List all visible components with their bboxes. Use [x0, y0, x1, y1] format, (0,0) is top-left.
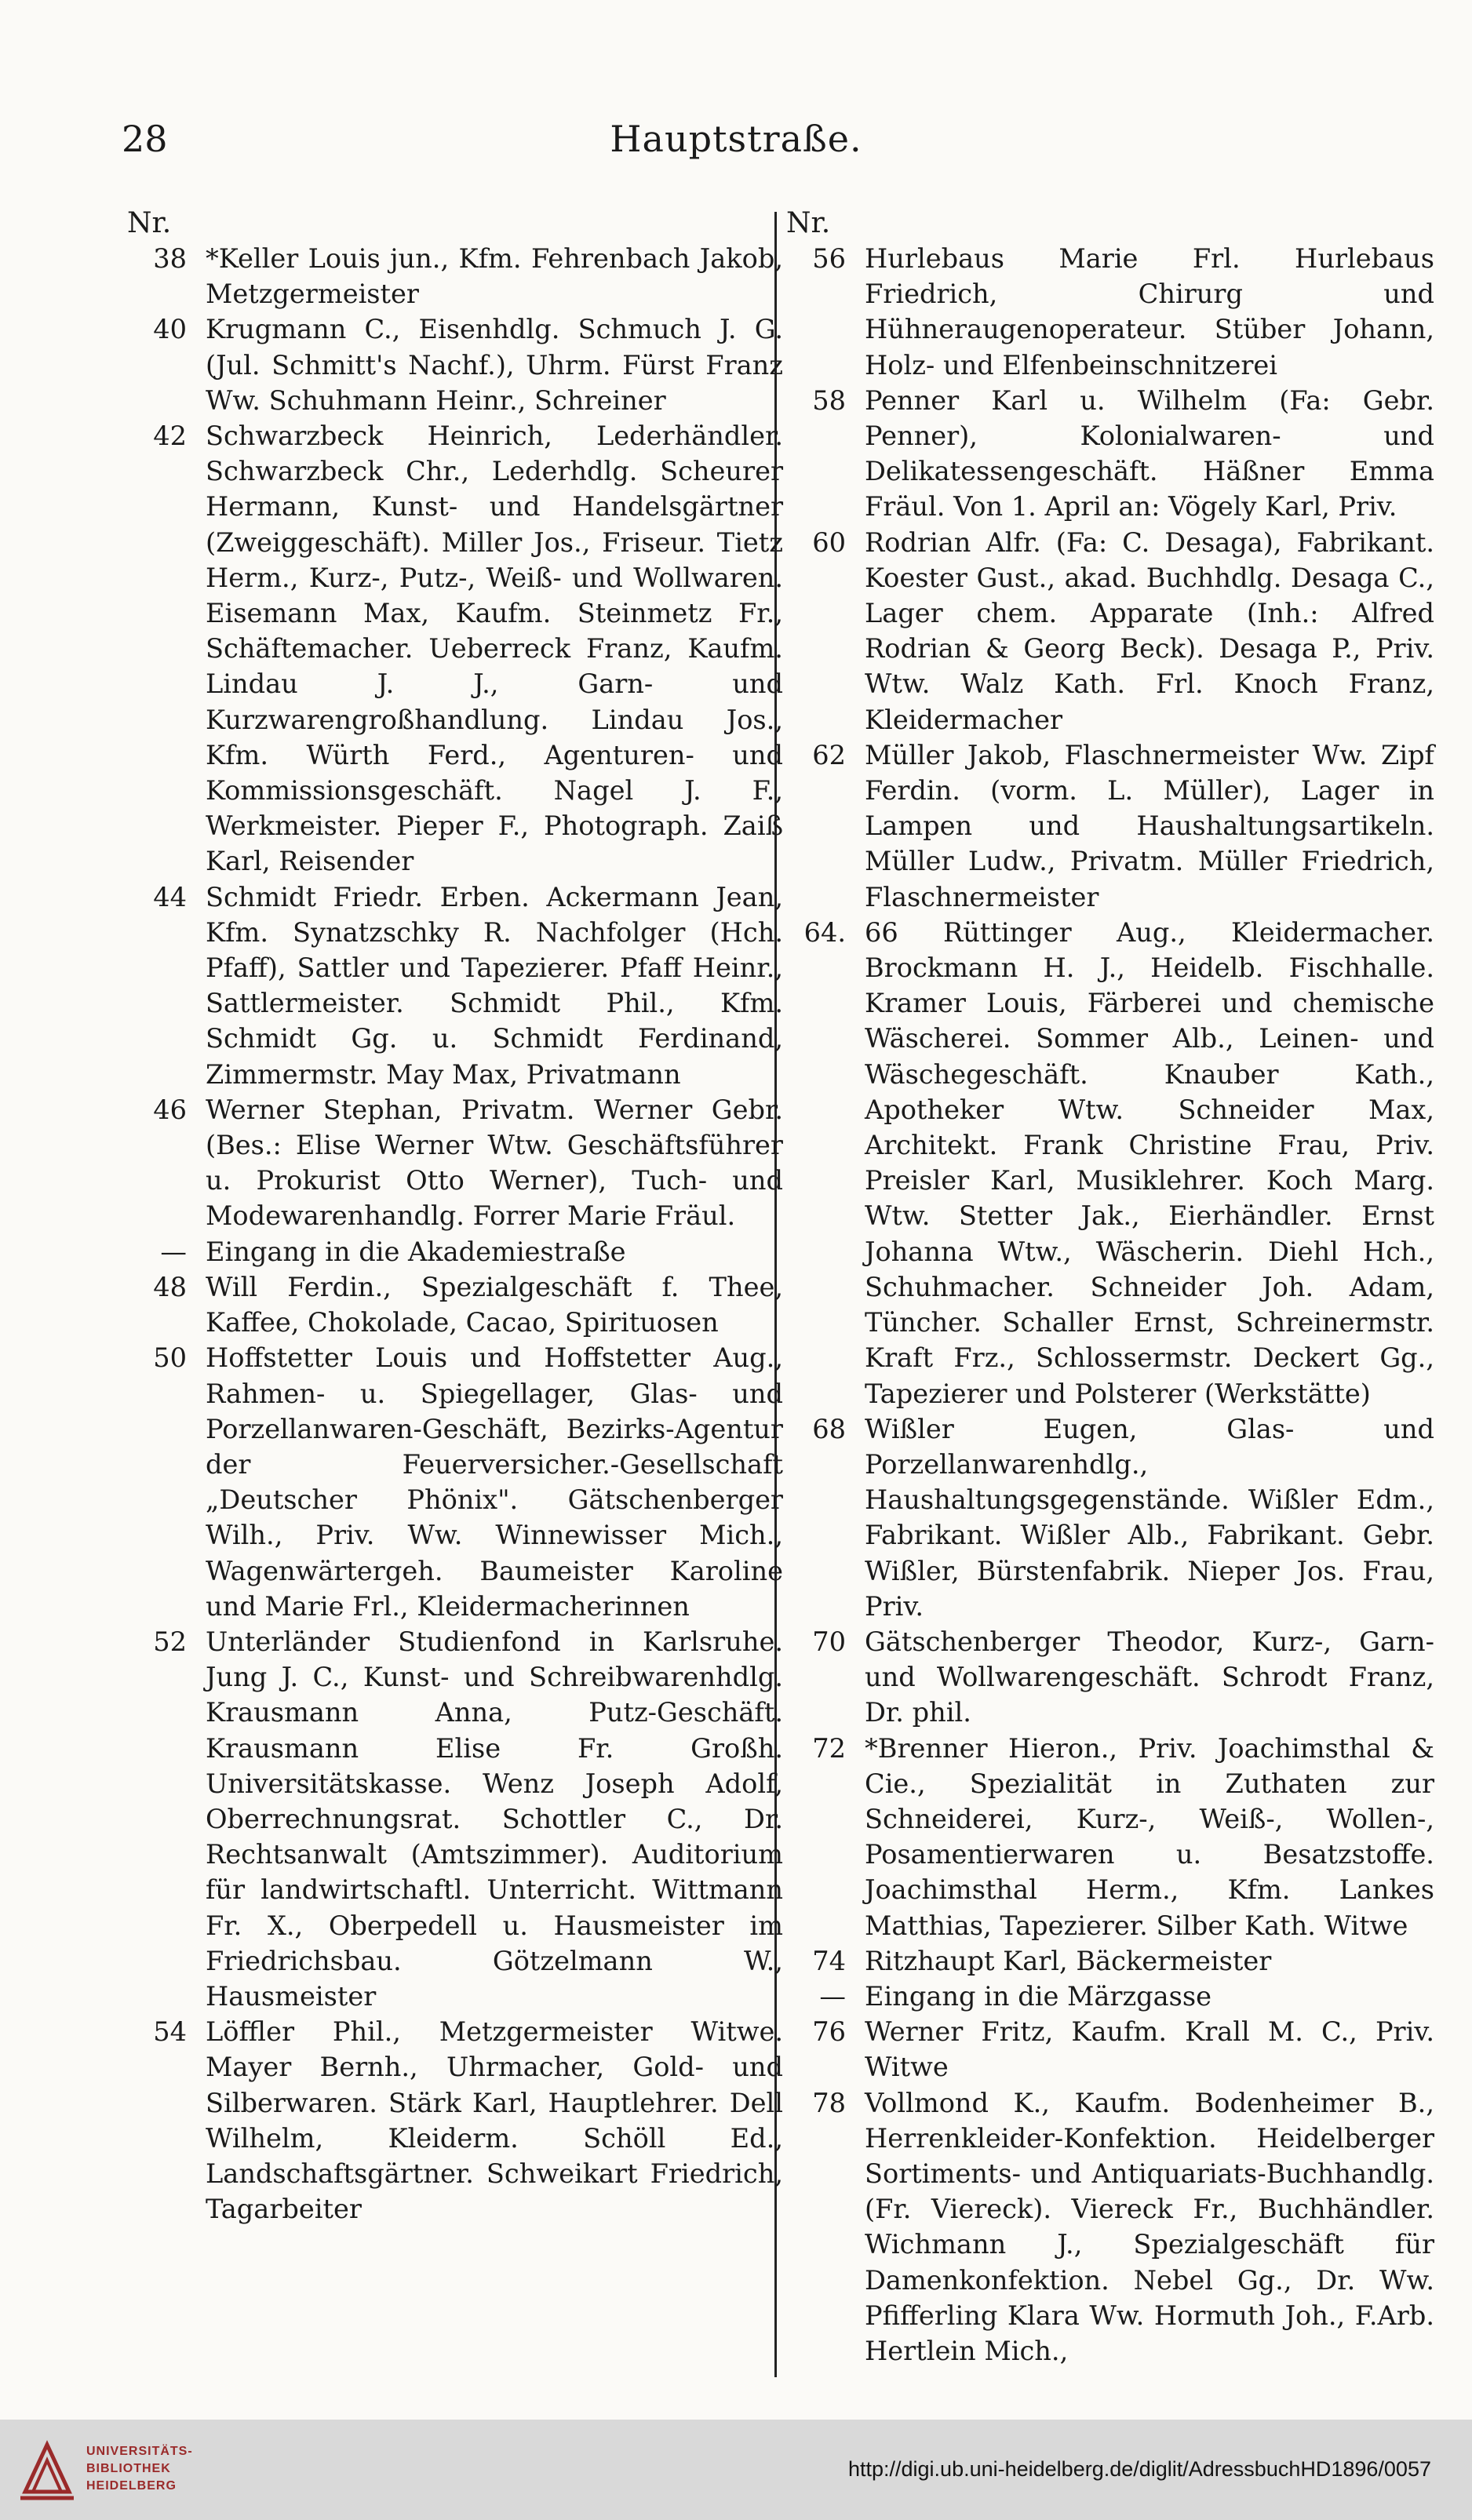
house-number: 70: [812, 1626, 846, 1657]
house-number: 72: [812, 1732, 846, 1764]
house-number: —: [160, 1236, 187, 1267]
resident-listing: Werner Fritz, Kaufm. Krall M. C., Priv. Witwe: [865, 2016, 1434, 2083]
viewer-footer: [0, 2420, 1472, 2520]
resident-listing: Rodrian Alfr. (Fa: C. Desaga), Fabrikant. Koester Gust., akad. Buchhdlg. Desaga C., Lager chem. Apparate (Inh.: Alfred Rodrian & Georg Beck). Desaga P., Priv. Wtw. Walz Kath. Frl. Knoch Franz, Kleidermacher: [865, 526, 1434, 735]
left-entry-list: [124, 241, 783, 2227]
directory-entry: [783, 1624, 1434, 1731]
page-number: 28: [122, 118, 168, 160]
resident-listing: Schwarzbeck Heinrich, Lederhändler. Schwarzbeck Chr., Lederhdlg. Scheurer Hermann, Kunst- und Handelsgärtner (Zweiggeschäft). Miller Jos., Friseur. Tietz Herm., Kurz-, Putz-, Weiß- und Wollwaren. Eisemann Max, Kaufm. Steinmetz Fr., Schäftemacher. Ueberreck Franz, Kaufm. Lindau J. J., Garn- und Kurzwarengroßhandlung. Lindau Jos., Kfm. Würth Ferd., Agenturen- und Kommissionsgeschäft. Nagel J. F., Werkmeister. Pieper F., Photograph. Zaiß Karl, Reisender: [206, 421, 783, 877]
resident-listing: Gätschenberger Theodor, Kurz-, Garn- und Wollwarengeschäft. Schrodt Franz, Dr. phil.: [865, 1626, 1434, 1728]
house-number: 40: [153, 314, 187, 345]
resident-listing: 66 Rüttinger Aug., Kleidermacher. Brockmann H. J., Heidelb. Fischhalle. Kramer Louis, Färberei und chemische Wäscherei. Sommer Alb., Leinen- und Wäschegeschäft. Knauber Kath., Apotheker Wtw. Schneider Max, Architekt. Frank Christine Frau, Priv. Preisler Karl, Musiklehrer. Koch Marg. Wtw. Stetter Jak., Eierhändler. Ernst Johanna Wtw., Wäscherin. Diehl Hch., Schuhmacher. Schneider Joh. Adam, Tüncher. Schaller Ernst, Schreinermstr. Kraft Frz., Schlossermstr. Deckert Gg., Tapezierer und Polsterer (Werkstätte): [865, 916, 1434, 1409]
resident-listing: Vollmond K., Kaufm. Bodenheimer B., Herrenkleider-Konfektion. Heidelberger Sortiments- und Antiquariats-Buchhandlg. (Fr. Viereck). Viereck Fr., Buchhändler. Wichmann J., Spezialgeschäft für Damenkonfektion. Nebel Gg., Dr. Ww. Pfifferling Klara Ww. Hormuth Joh., F.Arb. Hertlein Mich.,: [865, 2087, 1434, 2366]
column-heading-right: Nr.: [786, 207, 831, 239]
house-number: 50: [153, 1342, 187, 1374]
resident-listing: Schmidt Friedr. Erben. Ackermann Jean, Kfm. Synatzschky R. Nachfolger (Hch. Pfaff), Sattler und Tapezierer. Pfaff Heinr., Sattlermeister. Schmidt Phil., Kfm. Schmidt Gg. u. Schmidt Ferdinand, Zimmermstr. May Max, Privatmann: [206, 881, 783, 1090]
house-number: —: [819, 1980, 846, 2012]
running-head: [118, 118, 1354, 173]
resident-listing: Hoffstetter Louis und Hoffstetter Aug., Rahmen- u. Spiegellager, Glas- und Porzellanwaren-Geschäft, Bezirks-Agentur der Feuerversicher.-Gesellschaft „Deutscher Phönix". Gätschenberger Wilh., Priv. Ww. Winnewisser Mich., Wagenwärtergeh. Baumeister Karoline und Marie Frl., Kleidermacherinnen: [206, 1342, 783, 1622]
page-title: Hauptstraße.: [610, 118, 862, 160]
resident-listing: Ritzhaupt Karl, Bäckermeister: [865, 1945, 1272, 1976]
logo-line: HEIDELBERG: [86, 2479, 177, 2493]
resident-listing: Unterländer Studienfond in Karlsruhe. Jung J. C., Kunst- und Schreibwarenhdlg. Krausmann Anna, Putz-Geschäft. Krausmann Elise Fr. Großh. Universitätskasse. Wenz Joseph Adolf, Oberrechnungsrat. Schottler C., Dr. Rechtsanwalt (Amtszimmer). Auditorium für landwirtschaftl. Unterricht. Wittmann Fr. X., Oberpedell u. Hausmeister im Friedrichsbau. Götzelmann W., Hausmeister: [206, 1626, 783, 2012]
directory-entry: [783, 1943, 1434, 1979]
house-number: 68: [812, 1413, 846, 1444]
directory-entry: [783, 737, 1434, 915]
house-number: 44: [153, 881, 187, 912]
logo-line: BIBLIOTHEK: [86, 2462, 171, 2475]
directory-entry: [124, 2014, 783, 2227]
directory-entry: [124, 1269, 783, 1340]
directory-entry: [783, 241, 1434, 383]
column-heading-left: Nr.: [127, 207, 172, 239]
house-number: 46: [153, 1094, 187, 1125]
right-column: [783, 206, 1434, 2369]
resident-listing: Wißler Eugen, Glas- und Porzellanwarenhdlg., Haushaltungsgegenstände. Wißler Edm., Fabrikant. Wißler Alb., Fabrikant. Gebr. Wißler, Bürstenfabrik. Nieper Jos. Frau, Priv.: [865, 1413, 1434, 1622]
resident-listing: *Keller Louis jun., Kfm. Fehrenbach Jakob, Metzgermeister: [206, 243, 783, 310]
house-number: 76: [812, 2016, 846, 2048]
resident-listing: Eingang in die Märzgasse: [865, 1980, 1211, 2012]
directory-entry: [783, 1979, 1434, 2014]
house-number: 60: [812, 526, 846, 558]
house-number: 62: [812, 739, 846, 770]
directory-entry: [124, 418, 783, 879]
directory-entry: [783, 2014, 1434, 2085]
logo-line: UNIVERSITÄTS-: [86, 2445, 193, 2458]
house-number: 56: [812, 243, 846, 274]
directory-entry: [124, 311, 783, 418]
directory-entry: [783, 915, 1434, 1411]
resident-listing: Hurlebaus Marie Frl. Hurlebaus Friedrich, Chirurg und Hühneraugenoperateur. Stüber Johann, Holz- und Elfenbeinschnitzerei: [865, 243, 1434, 381]
resident-listing: *Brenner Hieron., Priv. Joachimsthal & Cie., Spezialität in Zuthaten zur Schneiderei, Kurz-, Weiß-, Wollen-, Posamentierwaren u. Besatzstoffe. Joachimsthal Herm., Kfm. Lankes Matthias, Tapezierer. Silber Kath. Witwe: [865, 1732, 1434, 1941]
directory-entry: [783, 525, 1434, 737]
directory-entry: [124, 879, 783, 1092]
resident-listing: Penner Karl u. Wilhelm (Fa: Gebr. Penner), Kolonialwaren- und Delikatessengeschäft. Häßner Emma Fräul. Von 1. April an: Vögely Karl, Priv.: [865, 384, 1434, 523]
house-number: 38: [153, 243, 187, 274]
directory-entry: [124, 241, 783, 311]
resident-listing: Werner Stephan, Privatm. Werner Gebr. (Bes.: Elise Werner Wtw. Geschäftsführer u. Prokurist Otto Werner), Tuch- und Modewarenhandlg. Forrer Marie Fräul.: [206, 1094, 783, 1232]
house-number: 54: [153, 2016, 187, 2048]
university-library-logo-icon: [17, 2437, 77, 2504]
directory-entry: [783, 2085, 1434, 2369]
directory-entry: [124, 1234, 783, 1269]
house-number: 64.: [803, 916, 846, 948]
house-number: 58: [812, 384, 846, 416]
directory-entry: [783, 1731, 1434, 1943]
directory-entry: [124, 1340, 783, 1624]
right-entry-list: [783, 241, 1434, 2369]
house-number: 78: [812, 2087, 846, 2118]
university-library-logo-text: [86, 2443, 193, 2495]
directory-entry: [783, 1411, 1434, 1624]
resident-listing: Müller Jakob, Flaschnermeister Ww. Zipf Ferdin. (vorm. L. Müller), Lager in Lampen und Haushaltungsartikeln. Müller Ludw., Privatm. Müller Friedrich, Flaschnermeister: [865, 739, 1434, 912]
house-number: 42: [153, 421, 187, 452]
directory-entry: [124, 1092, 783, 1234]
house-number: 74: [812, 1945, 846, 1976]
resident-listing: Löffler Phil., Metzgermeister Witwe. Mayer Bernh., Uhrmacher, Gold- und Silberwaren. Stärk Karl, Hauptlehrer. Dell Wilhelm, Kleiderm. Schöll Ed., Landschaftsgärtner. Schweikart Friedrich, Tagarbeiter: [206, 2016, 783, 2225]
permalink-url[interactable]: http://digi.ub.uni-heidelberg.de/diglit/AdressbuchHD1896/0057: [847, 2457, 1431, 2481]
resident-listing: Will Ferdin., Spezialgeschäft f. Thee, Kaffee, Chokolade, Cacao, Spirituosen: [206, 1271, 783, 1338]
left-column: [124, 206, 783, 2227]
directory-entry: [124, 1624, 783, 2014]
house-number: 52: [153, 1626, 187, 1657]
house-number: 48: [153, 1271, 187, 1302]
resident-listing: Krugmann C., Eisenhdlg. Schmuch J. G. (Jul. Schmitt's Nachf.), Uhrm. Fürst Franz Ww. Schuhmann Heinr., Schreiner: [206, 314, 783, 416]
directory-entry: [783, 383, 1434, 525]
resident-listing: Eingang in die Akademiestraße: [206, 1236, 626, 1267]
